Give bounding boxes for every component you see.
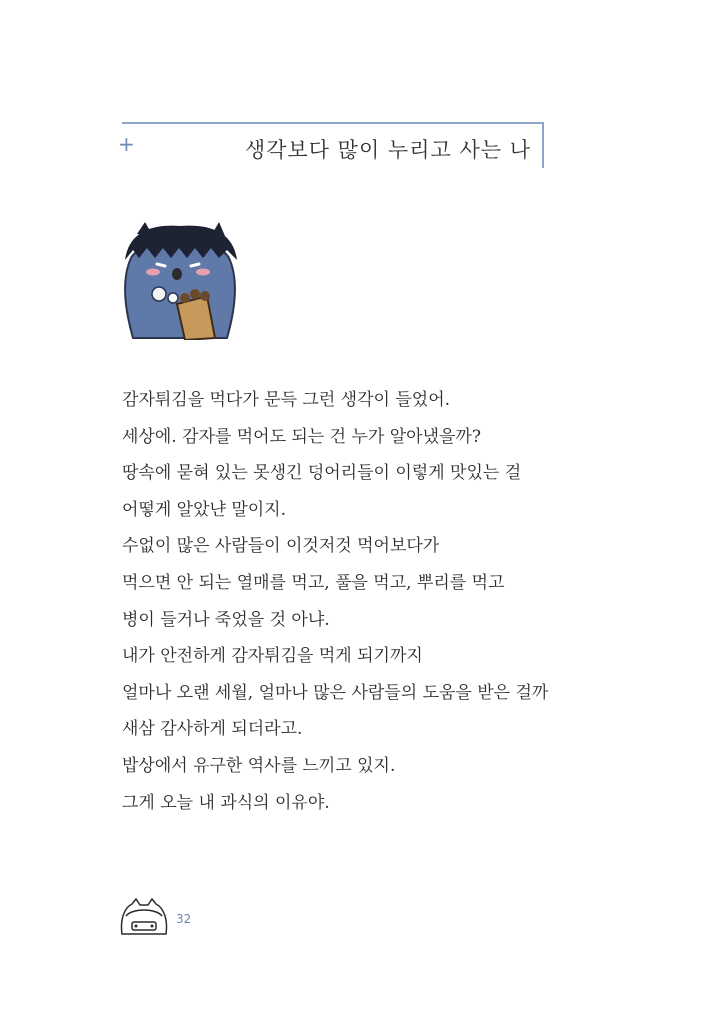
body-line: 병이 들거나 죽었을 것 아냐. — [122, 609, 330, 630]
plus-icon: + — [118, 132, 135, 156]
body-line: 얼마나 오랜 세월, 얼마나 많은 사람들의 도움을 받은 걸까 — [122, 682, 549, 703]
body-line: 어떻게 알았냔 말이지. — [122, 499, 287, 520]
body-text — [122, 382, 642, 821]
cat-face-icon — [118, 898, 170, 942]
body-line: 먹으면 안 되는 열매를 먹고, 풀을 먹고, 뿌리를 먹고 — [122, 572, 505, 593]
body-line: 땅속에 묻혀 있는 못생긴 덩어리들이 이렇게 맛있는 걸 — [122, 463, 522, 484]
header-rule — [122, 122, 542, 124]
header-vertical-bar — [542, 122, 544, 168]
body-line: 세상에. 감자를 먹어도 되는 건 누가 알아냈을까? — [122, 426, 481, 447]
body-line: 수없이 많은 사람들이 이것저것 먹어보다가 — [122, 536, 440, 557]
chapter-title: 생각보다 많이 누리고 사는 나 — [244, 138, 531, 162]
cat-character-eating-fries-icon — [115, 220, 245, 340]
body-line: 새삼 감사하게 되더라고. — [122, 719, 303, 740]
body-line: 감자튀김을 먹다가 문득 그런 생각이 들었어. — [122, 390, 451, 410]
body-line: 그게 오늘 내 과식의 이유야. — [122, 792, 330, 813]
body-line: 내가 안전하게 감자튀김을 먹게 되기까지 — [122, 646, 423, 667]
body-line: 밥상에서 유구한 역사를 느끼고 있지. — [122, 755, 396, 776]
page-number: 32 — [176, 912, 192, 926]
